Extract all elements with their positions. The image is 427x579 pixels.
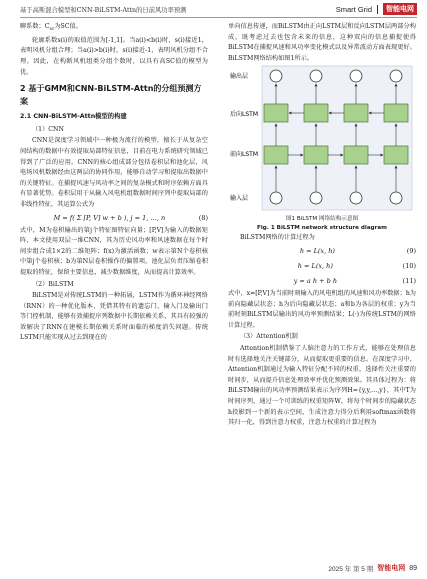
equation-body: M = f( Σ [P, V] w + b ), j = 1, …, n bbox=[53, 213, 166, 222]
forward-lstm-cell bbox=[384, 146, 408, 164]
paragraph: 式中，x=[P,V]为当前时刻输入的风电机组的风速和风功率数据；h为前向隐藏层状态；h为后向隐藏层状态；a和b为各层的权重；y为当前时刻BiLSTM层输出的风功率预测结果；L(·)为传统LSTM的网络计算过程。 bbox=[228, 289, 416, 329]
running-title: 基于高斯混合模型和CNN-BiLSTM-Attn的日前风功率预测 bbox=[20, 7, 187, 14]
right-column bbox=[228, 22, 416, 429]
paragraph: BiLSTM是对传统LSTM的一种拓展，LSTM作为循环神经网络（RNN）的一种优化版本，凭借其特有的遗忘门、输入门及输出门等门控机制，能够有效捕捉序列数据中长期依赖关系，其具有较强的效解决了RNN在建模长期依赖关系时面临的梯度消失问题。传统LSTM只能实现从过去到现在的 bbox=[20, 292, 208, 342]
input-node bbox=[390, 192, 402, 204]
item-heading: （1）CNN bbox=[32, 125, 64, 133]
header-rule bbox=[20, 17, 417, 18]
equation-number: (8) bbox=[198, 213, 208, 222]
output-node bbox=[310, 70, 322, 82]
equation-body: h = L(x, h) bbox=[299, 247, 335, 256]
output-layer-label: 输出层 bbox=[230, 73, 249, 81]
equation-number: (9) bbox=[406, 247, 416, 256]
item-heading: （2）BiLSTM bbox=[32, 280, 74, 288]
equation-8 bbox=[20, 211, 208, 226]
journal-name: Smart Grid bbox=[335, 4, 372, 14]
equation-11 bbox=[228, 274, 416, 289]
bilstm-diagram bbox=[228, 64, 416, 214]
forward-lstm-cell bbox=[344, 146, 368, 164]
paragraph: CNN是深度学习领域中一种极为流行的模型，擅长于从复杂空间结构的数据中有效提取局部特征信息，目前在电力系统研究领域已得到了广泛的应用。CNN的核心组成部分包括卷积层和池化层，风电场风机数据经由这两层的协同作用，能够自动学习和提取出数据中的关键特征。在捕捉风速与风功率之间的复杂模式和时序依赖方面具有显著优势。卷积层用于从输入风电机组数据时间序列中提取局部的非线性特征，其运算公式为 bbox=[20, 137, 208, 208]
paragraph: 轮廓系数s(i)的取值范围为[-1,1]。当a(i)<b(i)时，s(i)接近1，表明风机分组合理；当a(i)>b(i)时，s(i)接近-1，表明风机分组不合理。因此，在构断风机组类分组个数时，以具有高SC值的模型为优。 bbox=[20, 36, 208, 76]
backward-lstm-cell bbox=[264, 104, 288, 122]
input-node bbox=[310, 192, 322, 204]
forward-lstm-cell bbox=[264, 146, 288, 164]
input-node bbox=[350, 192, 362, 204]
page-number: 89 bbox=[409, 564, 417, 572]
paragraph: 单向信息传递，而BiLSTM由正向LSTM层和反向LSTM层两部分构成，既考虑过去也包含未来的信息，这种双向的信息捕捉使得BiLSTM在捕捉风速和风功率变化模式以及异常波动方面表现更好。BiLSTM网络结构如图1所示。 bbox=[228, 23, 416, 62]
header-divider bbox=[377, 5, 378, 14]
equation-10 bbox=[228, 259, 416, 274]
figure-background bbox=[262, 66, 412, 210]
paragraph: 式中，M为卷积输出的第j个特征图特征向量；[P,V]为输入的数据矩阵，本文使用双层一维CNN，其为历史风功率和风速数据在每个时间步组合成1×2的二维矩阵；f(x)为激活函数；w表示第N个卷积核中第j个卷积核；b为第N层卷积操作的偏置项。池化层负责压缩卷积提取的特征，保留主要信息，减少数据维度，从而提高计算效率。 bbox=[20, 226, 208, 276]
equation-body: h = L(x, h) bbox=[297, 262, 333, 271]
backward-lstm-cell bbox=[384, 104, 408, 122]
output-node bbox=[270, 70, 282, 82]
equation-number: (10) bbox=[402, 262, 416, 271]
forward-layer-label: 前向LSTM bbox=[230, 151, 258, 159]
footer-logo: 智能电网 bbox=[377, 565, 406, 572]
paragraph: BiLSTM网络的计算过程为 bbox=[240, 234, 315, 242]
page-footer bbox=[328, 563, 417, 573]
item-heading: （3）Attention机制 bbox=[240, 333, 298, 341]
bilstm-figure bbox=[228, 64, 416, 214]
backward-lstm-cell bbox=[304, 104, 328, 122]
figure-caption-en: Fig. 1 BiLSTM network structure diagram bbox=[257, 225, 387, 232]
equation-9 bbox=[228, 244, 416, 259]
journal-badge: 智能电网 bbox=[383, 3, 417, 15]
output-node bbox=[350, 70, 362, 82]
issue-label: 2025 年 第 5 期 bbox=[328, 565, 374, 573]
forward-lstm-cell bbox=[304, 146, 328, 164]
backward-layer-label: 后向LSTM bbox=[230, 111, 258, 119]
equation-body: y = a h + b h bbox=[293, 277, 338, 286]
equation-number: (11) bbox=[402, 277, 416, 286]
subsection-heading: 2.1 CNN-BiLSTM-Attn模型的构建 bbox=[20, 113, 127, 121]
left-column bbox=[20, 22, 208, 344]
input-layer-label: 输入层 bbox=[230, 195, 249, 203]
figure-caption-cn: 图1 BiLSTM 网络结构示意图 bbox=[285, 216, 359, 223]
page-header bbox=[0, 0, 427, 16]
section-heading: 2 基于GMM和CNN-BiLSTM-Attn的分组预测方案 bbox=[20, 84, 202, 106]
output-node bbox=[390, 70, 402, 82]
paragraph: 聊系数；$C_{sc}$为SC值。 bbox=[20, 23, 82, 33]
input-node bbox=[270, 192, 282, 204]
backward-lstm-cell bbox=[344, 104, 368, 122]
journal-brand bbox=[336, 3, 417, 15]
paragraph: Attention机制借鉴了人脑注意力的工作方式，能够在处理信息时有选择地关注关键部分，从而提取更重要的信息。在深度学习中，Attention机制通过为输入特征分配不同的权重，选择性关注重要的时间步，从而提升信息处理效率并优化预测效果。其具体过程为：将BiLSTM输出的风功率预测结果表示为序列H={y,y,…,y}，其中T为时间序列，通过一个可训练的权重矩阵W，将每个时间步的隐藏状态h投影到一个新的表示空间，生成注意力得分后利用softmax函数将其归一化，得到注意力权重，注意力权重的计算过程为 bbox=[228, 344, 416, 427]
